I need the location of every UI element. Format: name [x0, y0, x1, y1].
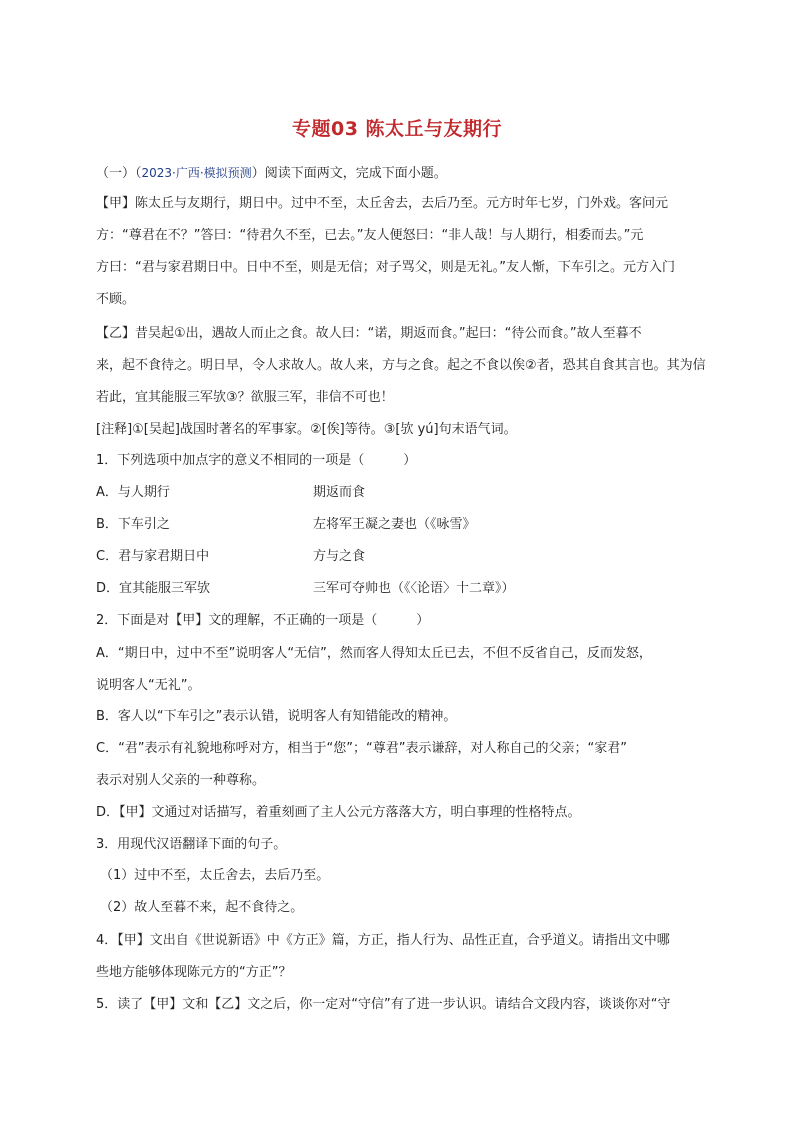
q3-item: （2）故人至暮不来，起不食待之。 — [100, 900, 304, 915]
q1-option-c-pair: 方与之食 — [313, 549, 366, 564]
q1-option-b: B．下车引之 — [96, 517, 170, 532]
passage-yi-line: 【乙】昔吴起①出，遇故人而止之食。故人曰：“诺，期返而食。”起曰：“待公而食。”故人至暮不 — [96, 326, 642, 341]
q2-option-line: D．【甲】文通过对话描写，着重刻画了主人公元方落落大方，明白事理的性格特点。 — [96, 805, 581, 820]
q2-option-line: 表示对别人父亲的一种尊称。 — [96, 773, 266, 788]
q1-option-a: A．与人期行 — [96, 485, 170, 500]
passage-yi-line: 来，起不食待之。明日早，令人求故人。故人来，方与之食。起之不食以俟②者，恐其自食其言也。其为信 — [96, 358, 706, 373]
q2-option-line: B．客人以“下车引之”表示认错，说明客人有知错能改的精神。 — [96, 709, 457, 724]
q3-item: （1）过中不至，太丘舍去，去后乃至。 — [100, 868, 330, 883]
passage-jia-line: 不顾。 — [96, 292, 136, 307]
q2-option-line: 说明客人“无礼”。 — [96, 678, 201, 693]
question-3-stem: 3．用现代汉语翻译下面的句子。 — [96, 837, 287, 852]
q1-option-a-pair: 期返而食 — [313, 485, 366, 500]
question-2-stem: 2．下面是对【甲】文的理解，不正确的一项是（ ） — [96, 613, 430, 628]
source-line — [96, 163, 726, 184]
passage-jia-line: 方曰：“君与家君期日中。日中不至，则是无信；对子骂父，则是无礼。”友人惭，下车引之。元方入门 — [96, 260, 675, 275]
q2-option-line: C．“君”表示有礼貌地称呼对方，相当于“您”；“尊君”表示谦辞，对人称自己的父亲；“家君” — [96, 741, 627, 756]
source-tag: 2023·广西·模拟预测 — [141, 166, 252, 180]
question-4-line: 些地方能够体现陈元方的“方正”？ — [96, 965, 292, 980]
passage-jia-line: 【甲】陈太丘与友期行，期日中。过中不至，太丘舍去，去后乃至。元方时年七岁，门外戏。客问元 — [96, 196, 669, 211]
page-title: 专题03 陈太丘与友期行 — [291, 118, 503, 140]
source-prefix: （一）（ — [96, 166, 142, 181]
q1-option-d-pair: 三军可夺帅也（《〈论语〉十二章》） — [313, 581, 515, 596]
question-5-line: 5．读了【甲】文和【乙】文之后，你一定对“守信”有了进一步认识。请结合文段内容，谈谈你对“守 — [96, 997, 671, 1012]
source-suffix: ）阅读下面两文，完成下面小题。 — [251, 166, 447, 181]
notes: [注释]①[吴起]战国时著名的军事家。②[俟]等待。③[欤 yú]句末语气词。 — [96, 422, 517, 437]
passage-jia-line: 方：“尊君在不？”答曰：“待君久不至，已去。”友人便怒曰：“非人哉！与人期行，相委而去。”元 — [96, 228, 644, 243]
q2-option-line: A．“期日中，过中不至”说明客人“无信”，然而客人得知太丘已去，不但不反省自己，反而发怒， — [96, 646, 652, 661]
q1-option-d: D．宜其能服三军欤 — [96, 581, 211, 596]
question-4-line: 4．【甲】文出自《世说新语》中《方正》篇，方正，指人行为、品性正直，合乎道义。请指出文中哪 — [96, 933, 670, 948]
q1-option-b-pair: 左将军王凝之妻也（《咏雪》 — [313, 517, 476, 532]
passage-yi-line: 若此，宜其能服三军欤③？欲服三军，非信不可也！ — [96, 390, 394, 405]
question-1-stem: 1．下列选项中加点字的意义不相同的一项是（ ） — [96, 453, 417, 468]
q1-option-c: C．君与家君期日中 — [96, 549, 210, 564]
